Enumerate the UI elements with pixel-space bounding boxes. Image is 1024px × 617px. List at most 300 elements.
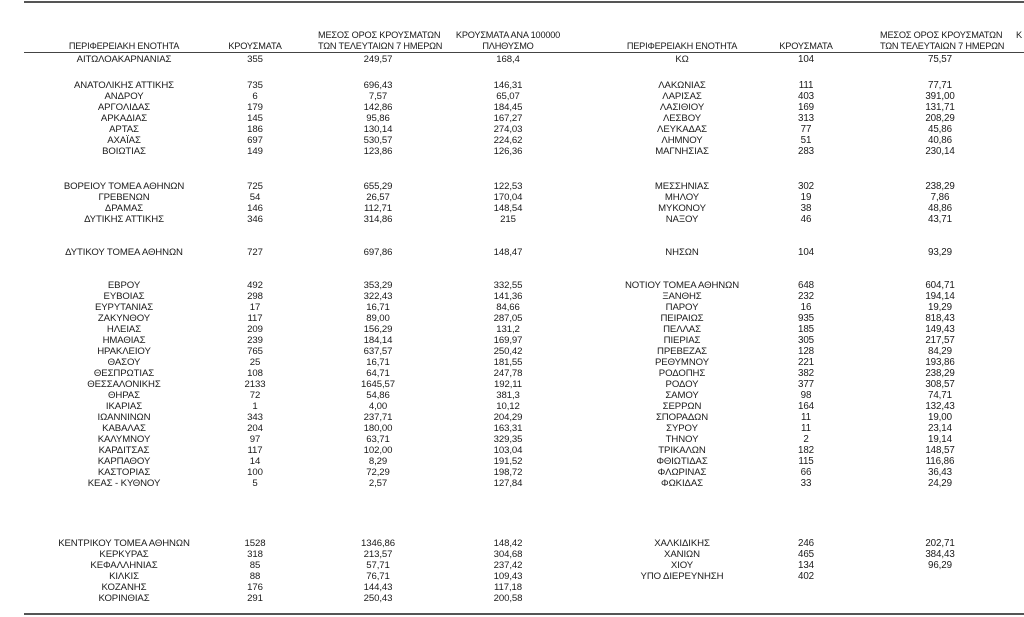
cases-cell: 765 bbox=[247, 346, 263, 357]
region-cell: ΠΕΛΛΑΣ bbox=[663, 324, 701, 335]
per100k-cell: 381,3 bbox=[496, 390, 520, 401]
cases-cell: 355 bbox=[247, 54, 263, 65]
region-cell: ΚΑΡΠΑΘΟΥ bbox=[97, 456, 151, 467]
table-row bbox=[0, 456, 1024, 467]
per100k-cell: 204,29 bbox=[493, 412, 523, 423]
cases-cell: 343 bbox=[247, 412, 263, 423]
region-cell: ΗΜΑΘΙΑΣ bbox=[102, 335, 146, 346]
avg7-cell: 19,14 bbox=[927, 434, 953, 445]
cases-cell: 492 bbox=[247, 280, 263, 291]
region-cell: ΣΥΡΟΥ bbox=[666, 423, 698, 434]
region-cell: ΦΩΚΙΔΑΣ bbox=[661, 478, 703, 489]
per100k-cell: 274,03 bbox=[493, 124, 523, 135]
cases-cell: 648 bbox=[797, 280, 815, 291]
cases-cell: 38 bbox=[800, 203, 812, 214]
cases-cell: 232 bbox=[797, 291, 815, 302]
per100k-cell: 65,07 bbox=[496, 91, 520, 102]
avg7-cell: 72,29 bbox=[366, 467, 390, 478]
right-header-avg7-line1: ΜΕΣΟΣ ΟΡΟΣ ΚΡΟΥΣΜΑΤΩΝ bbox=[880, 30, 1003, 40]
region-cell: ΘΕΣΣΑΛΟΝΙΚΗΣ bbox=[87, 379, 161, 390]
cases-cell: 54 bbox=[249, 192, 261, 203]
region-cell: ΛΗΜΝΟΥ bbox=[661, 135, 703, 146]
table-row bbox=[0, 291, 1024, 302]
region-cell: ΜΑΓΝΗΣΙΑΣ bbox=[655, 146, 709, 157]
avg7-cell: 530,57 bbox=[363, 135, 393, 146]
avg7-cell: 237,71 bbox=[363, 412, 393, 423]
cases-cell: 5 bbox=[252, 478, 258, 489]
region-cell: ΘΗΡΑΣ bbox=[108, 390, 140, 401]
region-cell: ΒΟΡΕΙΟΥ ΤΟΜΕΑ ΑΘΗΝΩΝ bbox=[63, 181, 185, 192]
table-row bbox=[0, 434, 1024, 445]
table-row bbox=[0, 467, 1024, 478]
per100k-cell: 215 bbox=[500, 214, 516, 225]
per100k-cell: 224,62 bbox=[493, 135, 523, 146]
region-cell: ΘΑΣΟΥ bbox=[107, 357, 141, 368]
per100k-cell: 167,27 bbox=[493, 113, 523, 124]
avg7-cell: 89,00 bbox=[366, 313, 390, 324]
per100k-cell: 169,97 bbox=[493, 335, 523, 346]
region-cell: ΛΕΣΒΟΥ bbox=[662, 113, 702, 124]
avg7-cell: 180,00 bbox=[363, 423, 393, 434]
left-header-avg7-line1: ΜΕΣΟΣ ΟΡΟΣ ΚΡΟΥΣΜΑΤΩΝ bbox=[318, 30, 441, 40]
region-cell: ΒΟΙΩΤΙΑΣ bbox=[102, 146, 146, 157]
per100k-cell: 170,04 bbox=[493, 192, 523, 203]
cases-cell: 100 bbox=[247, 467, 263, 478]
per100k-cell: 148,47 bbox=[493, 247, 523, 258]
table-bottom-border bbox=[24, 613, 1024, 615]
cases-cell: 935 bbox=[797, 313, 815, 324]
cases-cell: 146 bbox=[247, 203, 263, 214]
avg7-cell: 96,29 bbox=[927, 560, 953, 571]
region-cell: ΦΛΩΡΙΝΑΣ bbox=[657, 467, 707, 478]
avg7-cell: 230,14 bbox=[925, 146, 955, 157]
cases-cell: 313 bbox=[797, 113, 815, 124]
table-row bbox=[0, 379, 1024, 390]
avg7-cell: 123,86 bbox=[363, 146, 393, 157]
region-cell: ΓΡΕΒΕΝΩΝ bbox=[98, 192, 150, 203]
avg7-cell: 8,29 bbox=[368, 456, 388, 467]
region-cell: ΤΗΝΟΥ bbox=[665, 434, 699, 445]
region-cell: ΑΝΔΡΟΥ bbox=[104, 91, 144, 102]
region-cell: ΣΕΡΡΩΝ bbox=[662, 401, 702, 412]
per100k-cell: 127,84 bbox=[493, 478, 523, 489]
region-cell: ΚΑΡΔΙΤΣΑΣ bbox=[98, 445, 150, 456]
avg7-cell: 1645,57 bbox=[361, 379, 395, 390]
right-header-avg7 bbox=[880, 30, 1005, 52]
region-cell: ΙΩΑΝΝΙΝΩΝ bbox=[97, 412, 151, 423]
table-row bbox=[0, 313, 1024, 324]
region-cell: ΧΙΟΥ bbox=[670, 560, 694, 571]
cases-cell: 346 bbox=[247, 214, 263, 225]
region-cell: ΚΟΡΙΝΘΙΑΣ bbox=[98, 593, 150, 604]
avg7-cell: 64,71 bbox=[366, 368, 390, 379]
right-header-cases: ΚΡΟΥΣΜΑΤΑ bbox=[779, 41, 833, 51]
avg7-cell: 149,43 bbox=[925, 324, 955, 335]
avg7-cell: 24,29 bbox=[927, 478, 953, 489]
avg7-cell: 48,86 bbox=[927, 203, 953, 214]
table-row bbox=[0, 124, 1024, 135]
avg7-cell: 156,29 bbox=[363, 324, 393, 335]
cases-cell: 33 bbox=[800, 478, 812, 489]
region-cell: ΚΕΦΑΛΛΗΝΙΑΣ bbox=[90, 560, 158, 571]
cases-cell: 117 bbox=[247, 445, 263, 456]
per100k-cell: 191,52 bbox=[493, 456, 523, 467]
cases-cell: 17 bbox=[249, 302, 261, 313]
avg7-cell: 84,29 bbox=[927, 346, 953, 357]
region-cell: ΑΧΑΪΑΣ bbox=[107, 135, 141, 146]
region-cell: ΡΟΔΟΥ bbox=[665, 379, 699, 390]
cases-cell: 11 bbox=[801, 412, 811, 423]
left-header-region: ΠΕΡΙΦΕΡΕΙΑΚΗ ΕΝΟΤΗΤΑ bbox=[68, 41, 180, 51]
table-row bbox=[0, 401, 1024, 412]
cases-cell: 377 bbox=[797, 379, 815, 390]
avg7-cell: 353,29 bbox=[363, 280, 393, 291]
avg7-cell: 655,29 bbox=[363, 181, 393, 192]
avg7-cell: 818,43 bbox=[925, 313, 955, 324]
region-cell: ΚΙΛΚΙΣ bbox=[109, 571, 139, 582]
region-cell: ΗΡΑΚΛΕΙΟΥ bbox=[97, 346, 151, 357]
per100k-cell: 184,45 bbox=[493, 102, 523, 113]
cases-cell: 164 bbox=[797, 401, 815, 412]
cases-cell: 11 bbox=[801, 423, 811, 434]
cases-cell: 221 bbox=[797, 357, 815, 368]
avg7-cell: 132,43 bbox=[925, 401, 955, 412]
avg7-cell: 116,86 bbox=[925, 456, 955, 467]
per100k-cell: 247,78 bbox=[493, 368, 523, 379]
table-row bbox=[0, 214, 1024, 225]
cases-cell: 725 bbox=[247, 181, 263, 192]
cases-cell: 318 bbox=[247, 549, 263, 560]
cases-cell: 104 bbox=[797, 247, 815, 258]
region-cell: ΑΝΑΤΟΛΙΚΗΣ ΑΤΤΙΚΗΣ bbox=[74, 80, 174, 91]
table-row bbox=[0, 113, 1024, 124]
per100k-cell: 181,55 bbox=[493, 357, 523, 368]
cases-cell: 72 bbox=[249, 390, 261, 401]
table-row bbox=[0, 478, 1024, 489]
avg7-cell: 16,71 bbox=[366, 357, 390, 368]
per100k-cell: 304,68 bbox=[493, 549, 523, 560]
region-cell: ΜΗΛΟΥ bbox=[664, 192, 700, 203]
avg7-cell: 76,71 bbox=[366, 571, 390, 582]
cases-cell: 246 bbox=[797, 538, 815, 549]
table-row bbox=[0, 582, 1024, 593]
table-row bbox=[0, 135, 1024, 146]
avg7-cell: 1346,86 bbox=[361, 538, 395, 549]
region-cell: ΦΘΙΩΤΙΔΑΣ bbox=[656, 456, 708, 467]
per100k-cell: 168,4 bbox=[496, 54, 520, 65]
table-top-border bbox=[24, 1, 1024, 3]
table-row bbox=[0, 549, 1024, 560]
avg7-cell: 308,57 bbox=[925, 379, 955, 390]
region-cell: ΚΩ bbox=[675, 54, 689, 65]
cases-cell: 14 bbox=[249, 456, 261, 467]
avg7-cell: 2,57 bbox=[368, 478, 388, 489]
table-row bbox=[0, 571, 1024, 582]
region-cell: ΕΥΒΟΙΑΣ bbox=[103, 291, 145, 302]
table-row bbox=[0, 357, 1024, 368]
table-row bbox=[0, 335, 1024, 346]
table-row bbox=[0, 560, 1024, 571]
avg7-cell: 16,71 bbox=[366, 302, 390, 313]
avg7-cell: 322,43 bbox=[363, 291, 393, 302]
right-header-region: ΠΕΡΙΦΕΡΕΙΑΚΗ ΕΝΟΤΗΤΑ bbox=[626, 41, 738, 51]
cases-cell: 108 bbox=[247, 368, 263, 379]
per100k-cell: 10,12 bbox=[496, 401, 520, 412]
cases-cell: 51 bbox=[800, 135, 812, 146]
per100k-cell: 117,18 bbox=[493, 582, 523, 593]
region-cell: ΥΠΟ ΔΙΕΡΕΥΝΗΣΗ bbox=[640, 571, 724, 582]
cases-cell: 85 bbox=[249, 560, 261, 571]
per100k-cell: 250,42 bbox=[493, 346, 523, 357]
cases-cell: 697 bbox=[247, 135, 263, 146]
cases-cell: 111 bbox=[798, 80, 814, 91]
cases-cell: 2133 bbox=[244, 379, 266, 390]
avg7-cell: 696,43 bbox=[363, 80, 393, 91]
region-cell: ΝΑΞΟΥ bbox=[665, 214, 699, 225]
avg7-cell: 238,29 bbox=[925, 181, 955, 192]
per100k-cell: 146,31 bbox=[493, 80, 523, 91]
table-row bbox=[0, 192, 1024, 203]
avg7-cell: 57,71 bbox=[366, 560, 390, 571]
cases-cell: 134 bbox=[797, 560, 815, 571]
region-cell: ΜΥΚΟΝΟΥ bbox=[658, 203, 706, 214]
avg7-cell: 130,14 bbox=[363, 124, 393, 135]
region-cell: ΡΕΘΥΜΝΟΥ bbox=[654, 357, 710, 368]
avg7-cell: 217,57 bbox=[925, 335, 955, 346]
region-cell: ΑΙΤΩΛΟΑΚΑΡΝΑΝΙΑΣ bbox=[76, 54, 172, 65]
cases-cell: 298 bbox=[247, 291, 263, 302]
region-cell: ΖΑΚΥΝΘΟΥ bbox=[97, 313, 151, 324]
table-row bbox=[0, 368, 1024, 379]
left-header-avg7-line2: ΤΩΝ ΤΕΛΕΥΤΑΙΩΝ 7 ΗΜΕΡΩΝ bbox=[318, 41, 443, 51]
table-row bbox=[0, 181, 1024, 192]
avg7-cell: 112,71 bbox=[363, 203, 393, 214]
table-row bbox=[0, 324, 1024, 335]
cases-cell: 291 bbox=[247, 593, 263, 604]
table-row bbox=[0, 102, 1024, 113]
cases-cell: 239 bbox=[247, 335, 263, 346]
avg7-cell: 95,86 bbox=[366, 113, 390, 124]
cases-cell: 169 bbox=[797, 102, 815, 113]
cases-cell: 19 bbox=[800, 192, 812, 203]
region-cell: ΔΥΤΙΚΗΣ ΑΤΤΙΚΗΣ bbox=[84, 214, 164, 225]
avg7-cell: 142,86 bbox=[363, 102, 393, 113]
avg7-cell: 604,71 bbox=[925, 280, 955, 291]
avg7-cell: 4,00 bbox=[368, 401, 388, 412]
avg7-cell: 7,86 bbox=[930, 192, 950, 203]
cases-cell: 2 bbox=[803, 434, 809, 445]
per100k-cell: 332,55 bbox=[493, 280, 523, 291]
avg7-cell: 93,29 bbox=[927, 247, 953, 258]
region-cell: ΚΑΒΑΛΑΣ bbox=[102, 423, 146, 434]
avg7-cell: 75,57 bbox=[927, 54, 953, 65]
region-cell: ΠΕΙΡΑΙΩΣ bbox=[660, 313, 704, 324]
left-header-per100k bbox=[446, 30, 570, 52]
per100k-cell: 126,36 bbox=[493, 146, 523, 157]
region-cell: ΛΕΥΚΑΔΑΣ bbox=[657, 124, 707, 135]
region-cell: ΣΑΜΟΥ bbox=[665, 390, 699, 401]
region-cell: ΞΑΝΘΗΣ bbox=[662, 291, 702, 302]
cases-cell: 403 bbox=[797, 91, 815, 102]
per100k-cell: 141,36 bbox=[493, 291, 523, 302]
per100k-cell: 84,66 bbox=[496, 302, 520, 313]
region-cell: ΠΑΡΟΥ bbox=[665, 302, 699, 313]
region-cell: ΧΑΛΚΙΔΙΚΗΣ bbox=[654, 538, 710, 549]
per100k-cell: 200,58 bbox=[493, 593, 523, 604]
avg7-cell: 193,86 bbox=[925, 357, 955, 368]
region-cell: ΕΥΡΥΤΑΝΙΑΣ bbox=[94, 302, 154, 313]
region-cell: ΚΟΖΑΝΗΣ bbox=[101, 582, 147, 593]
per100k-cell: 148,54 bbox=[493, 203, 523, 214]
table-row bbox=[0, 593, 1024, 604]
region-cell: ΛΑΣΙΘΙΟΥ bbox=[659, 102, 705, 113]
per100k-cell: 198,72 bbox=[493, 467, 523, 478]
region-cell: ΚΕΡΚΥΡΑΣ bbox=[99, 549, 149, 560]
table-row bbox=[0, 538, 1024, 549]
region-cell: ΚΕΑΣ - ΚΥΘΝΟΥ bbox=[87, 478, 161, 489]
table-row bbox=[0, 423, 1024, 434]
table-row bbox=[0, 412, 1024, 423]
avg7-cell: 43,71 bbox=[927, 214, 953, 225]
region-cell: ΗΛΕΙΑΣ bbox=[106, 324, 142, 335]
cases-cell: 1 bbox=[252, 401, 258, 412]
table-row bbox=[0, 146, 1024, 157]
table-row bbox=[0, 445, 1024, 456]
avg7-cell: 238,29 bbox=[925, 368, 955, 379]
per100k-cell: 103,04 bbox=[493, 445, 523, 456]
region-cell: ΣΠΟΡΑΔΩΝ bbox=[655, 412, 709, 423]
avg7-cell: 19,00 bbox=[927, 412, 953, 423]
left-header-underline bbox=[24, 52, 616, 53]
avg7-cell: 36,43 bbox=[927, 467, 953, 478]
avg7-cell: 131,71 bbox=[925, 102, 955, 113]
left-header-per100k-line2: ΠΛΗΘΥΣΜΟ bbox=[482, 41, 534, 51]
avg7-cell: 26,57 bbox=[366, 192, 390, 203]
cases-cell: 145 bbox=[247, 113, 263, 124]
avg7-cell: 697,86 bbox=[363, 247, 393, 258]
cases-cell: 149 bbox=[247, 146, 263, 157]
right-header-per100k-partial: Κ bbox=[1016, 30, 1022, 40]
cases-cell: 104 bbox=[797, 54, 815, 65]
cases-cell: 77 bbox=[800, 124, 812, 135]
cases-cell: 6 bbox=[252, 91, 258, 102]
left-header-cases: ΚΡΟΥΣΜΑΤΑ bbox=[228, 41, 282, 51]
avg7-cell: 77,71 bbox=[927, 80, 953, 91]
region-cell: ΜΕΣΣΗΝΙΑΣ bbox=[654, 181, 710, 192]
left-header-avg7 bbox=[318, 30, 443, 52]
table-row bbox=[0, 91, 1024, 102]
avg7-cell: 637,57 bbox=[363, 346, 393, 357]
region-cell: ΧΑΝΙΩΝ bbox=[664, 549, 700, 560]
avg7-cell: 314,86 bbox=[363, 214, 393, 225]
cases-cell: 88 bbox=[249, 571, 261, 582]
avg7-cell: 54,86 bbox=[366, 390, 390, 401]
per100k-cell: 109,43 bbox=[493, 571, 523, 582]
cases-cell: 117 bbox=[247, 313, 263, 324]
cases-cell: 209 bbox=[247, 324, 263, 335]
avg7-cell: 45,86 bbox=[927, 124, 953, 135]
region-cell: ΤΡΙΚΑΛΩΝ bbox=[658, 445, 706, 456]
avg7-cell: 391,00 bbox=[925, 91, 955, 102]
cases-cell: 185 bbox=[797, 324, 815, 335]
table-row bbox=[0, 247, 1024, 258]
avg7-cell: 213,57 bbox=[363, 549, 393, 560]
region-cell: ΔΥΤΙΚΟΥ ΤΟΜΕΑ ΑΘΗΝΩΝ bbox=[65, 247, 183, 258]
cases-cell: 727 bbox=[247, 247, 263, 258]
cases-cell: 128 bbox=[797, 346, 815, 357]
left-header-per100k-line1: ΚΡΟΥΣΜΑΤΑ ΑΝΑ 100000 bbox=[455, 30, 561, 40]
cases-cell: 305 bbox=[797, 335, 815, 346]
cases-cell: 98 bbox=[800, 390, 812, 401]
avg7-cell: 63,71 bbox=[366, 434, 390, 445]
region-cell: ΚΑΣΤΟΡΙΑΣ bbox=[97, 467, 151, 478]
cases-cell: 283 bbox=[797, 146, 815, 157]
per100k-cell: 148,42 bbox=[493, 538, 523, 549]
region-cell: ΠΙΕΡΙΑΣ bbox=[663, 335, 701, 346]
region-cell: ΚΕΝΤΡΙΚΟΥ ΤΟΜΕΑ ΑΘΗΝΩΝ bbox=[58, 538, 190, 549]
avg7-cell: 19,29 bbox=[927, 302, 953, 313]
cases-cell: 465 bbox=[797, 549, 815, 560]
avg7-cell: 74,71 bbox=[927, 390, 953, 401]
region-cell: ΠΡΕΒΕΖΑΣ bbox=[657, 346, 707, 357]
per100k-cell: 131,2 bbox=[496, 324, 520, 335]
region-cell: ΔΡΑΜΑΣ bbox=[104, 203, 144, 214]
right-header-avg7-line2: ΤΩΝ ΤΕΛΕΥΤΑΙΩΝ 7 ΗΜΕΡΩΝ bbox=[880, 41, 1005, 51]
table-row bbox=[0, 80, 1024, 91]
right-header-underline bbox=[616, 52, 1024, 53]
avg7-cell: 40,86 bbox=[927, 135, 953, 146]
avg7-cell: 208,29 bbox=[925, 113, 955, 124]
cases-cell: 179 bbox=[247, 102, 263, 113]
cases-cell: 182 bbox=[797, 445, 815, 456]
cases-cell: 176 bbox=[247, 582, 263, 593]
per100k-cell: 287,05 bbox=[493, 313, 523, 324]
avg7-cell: 184,14 bbox=[363, 335, 393, 346]
avg7-cell: 249,57 bbox=[363, 54, 393, 65]
region-cell: ΑΡΤΑΣ bbox=[109, 124, 139, 135]
cases-cell: 16 bbox=[800, 302, 812, 313]
avg7-cell: 144,43 bbox=[363, 582, 393, 593]
cases-cell: 186 bbox=[247, 124, 263, 135]
avg7-cell: 148,57 bbox=[925, 445, 955, 456]
cases-cell: 302 bbox=[797, 181, 815, 192]
region-cell: ΙΚΑΡΙΑΣ bbox=[105, 401, 143, 412]
avg7-cell: 23,14 bbox=[927, 423, 953, 434]
region-cell: ΕΒΡΟΥ bbox=[107, 280, 141, 291]
avg7-cell: 384,43 bbox=[925, 549, 955, 560]
cases-cell: 97 bbox=[249, 434, 261, 445]
avg7-cell: 102,00 bbox=[363, 445, 393, 456]
per100k-cell: 329,35 bbox=[493, 434, 523, 445]
region-cell: ΘΕΣΠΡΩΤΙΑΣ bbox=[93, 368, 155, 379]
per100k-cell: 122,53 bbox=[493, 181, 523, 192]
table-row bbox=[0, 280, 1024, 291]
region-cell: ΑΡΓΟΛΙΔΑΣ bbox=[97, 102, 151, 113]
avg7-cell: 194,14 bbox=[925, 291, 955, 302]
per100k-cell: 237,42 bbox=[493, 560, 523, 571]
region-cell: ΛΑΚΩΝΙΑΣ bbox=[658, 80, 706, 91]
per100k-cell: 192,11 bbox=[493, 379, 523, 390]
cases-cell: 25 bbox=[249, 357, 261, 368]
region-cell: ΡΟΔΟΠΗΣ bbox=[658, 368, 706, 379]
cases-cell: 46 bbox=[800, 214, 812, 225]
cases-cell: 402 bbox=[797, 571, 815, 582]
region-cell: ΛΑΡΙΣΑΣ bbox=[662, 91, 702, 102]
cases-cell: 735 bbox=[247, 80, 263, 91]
cases-cell: 115 bbox=[798, 456, 814, 467]
avg7-cell: 202,71 bbox=[925, 538, 955, 549]
avg7-cell: 7,57 bbox=[368, 91, 388, 102]
